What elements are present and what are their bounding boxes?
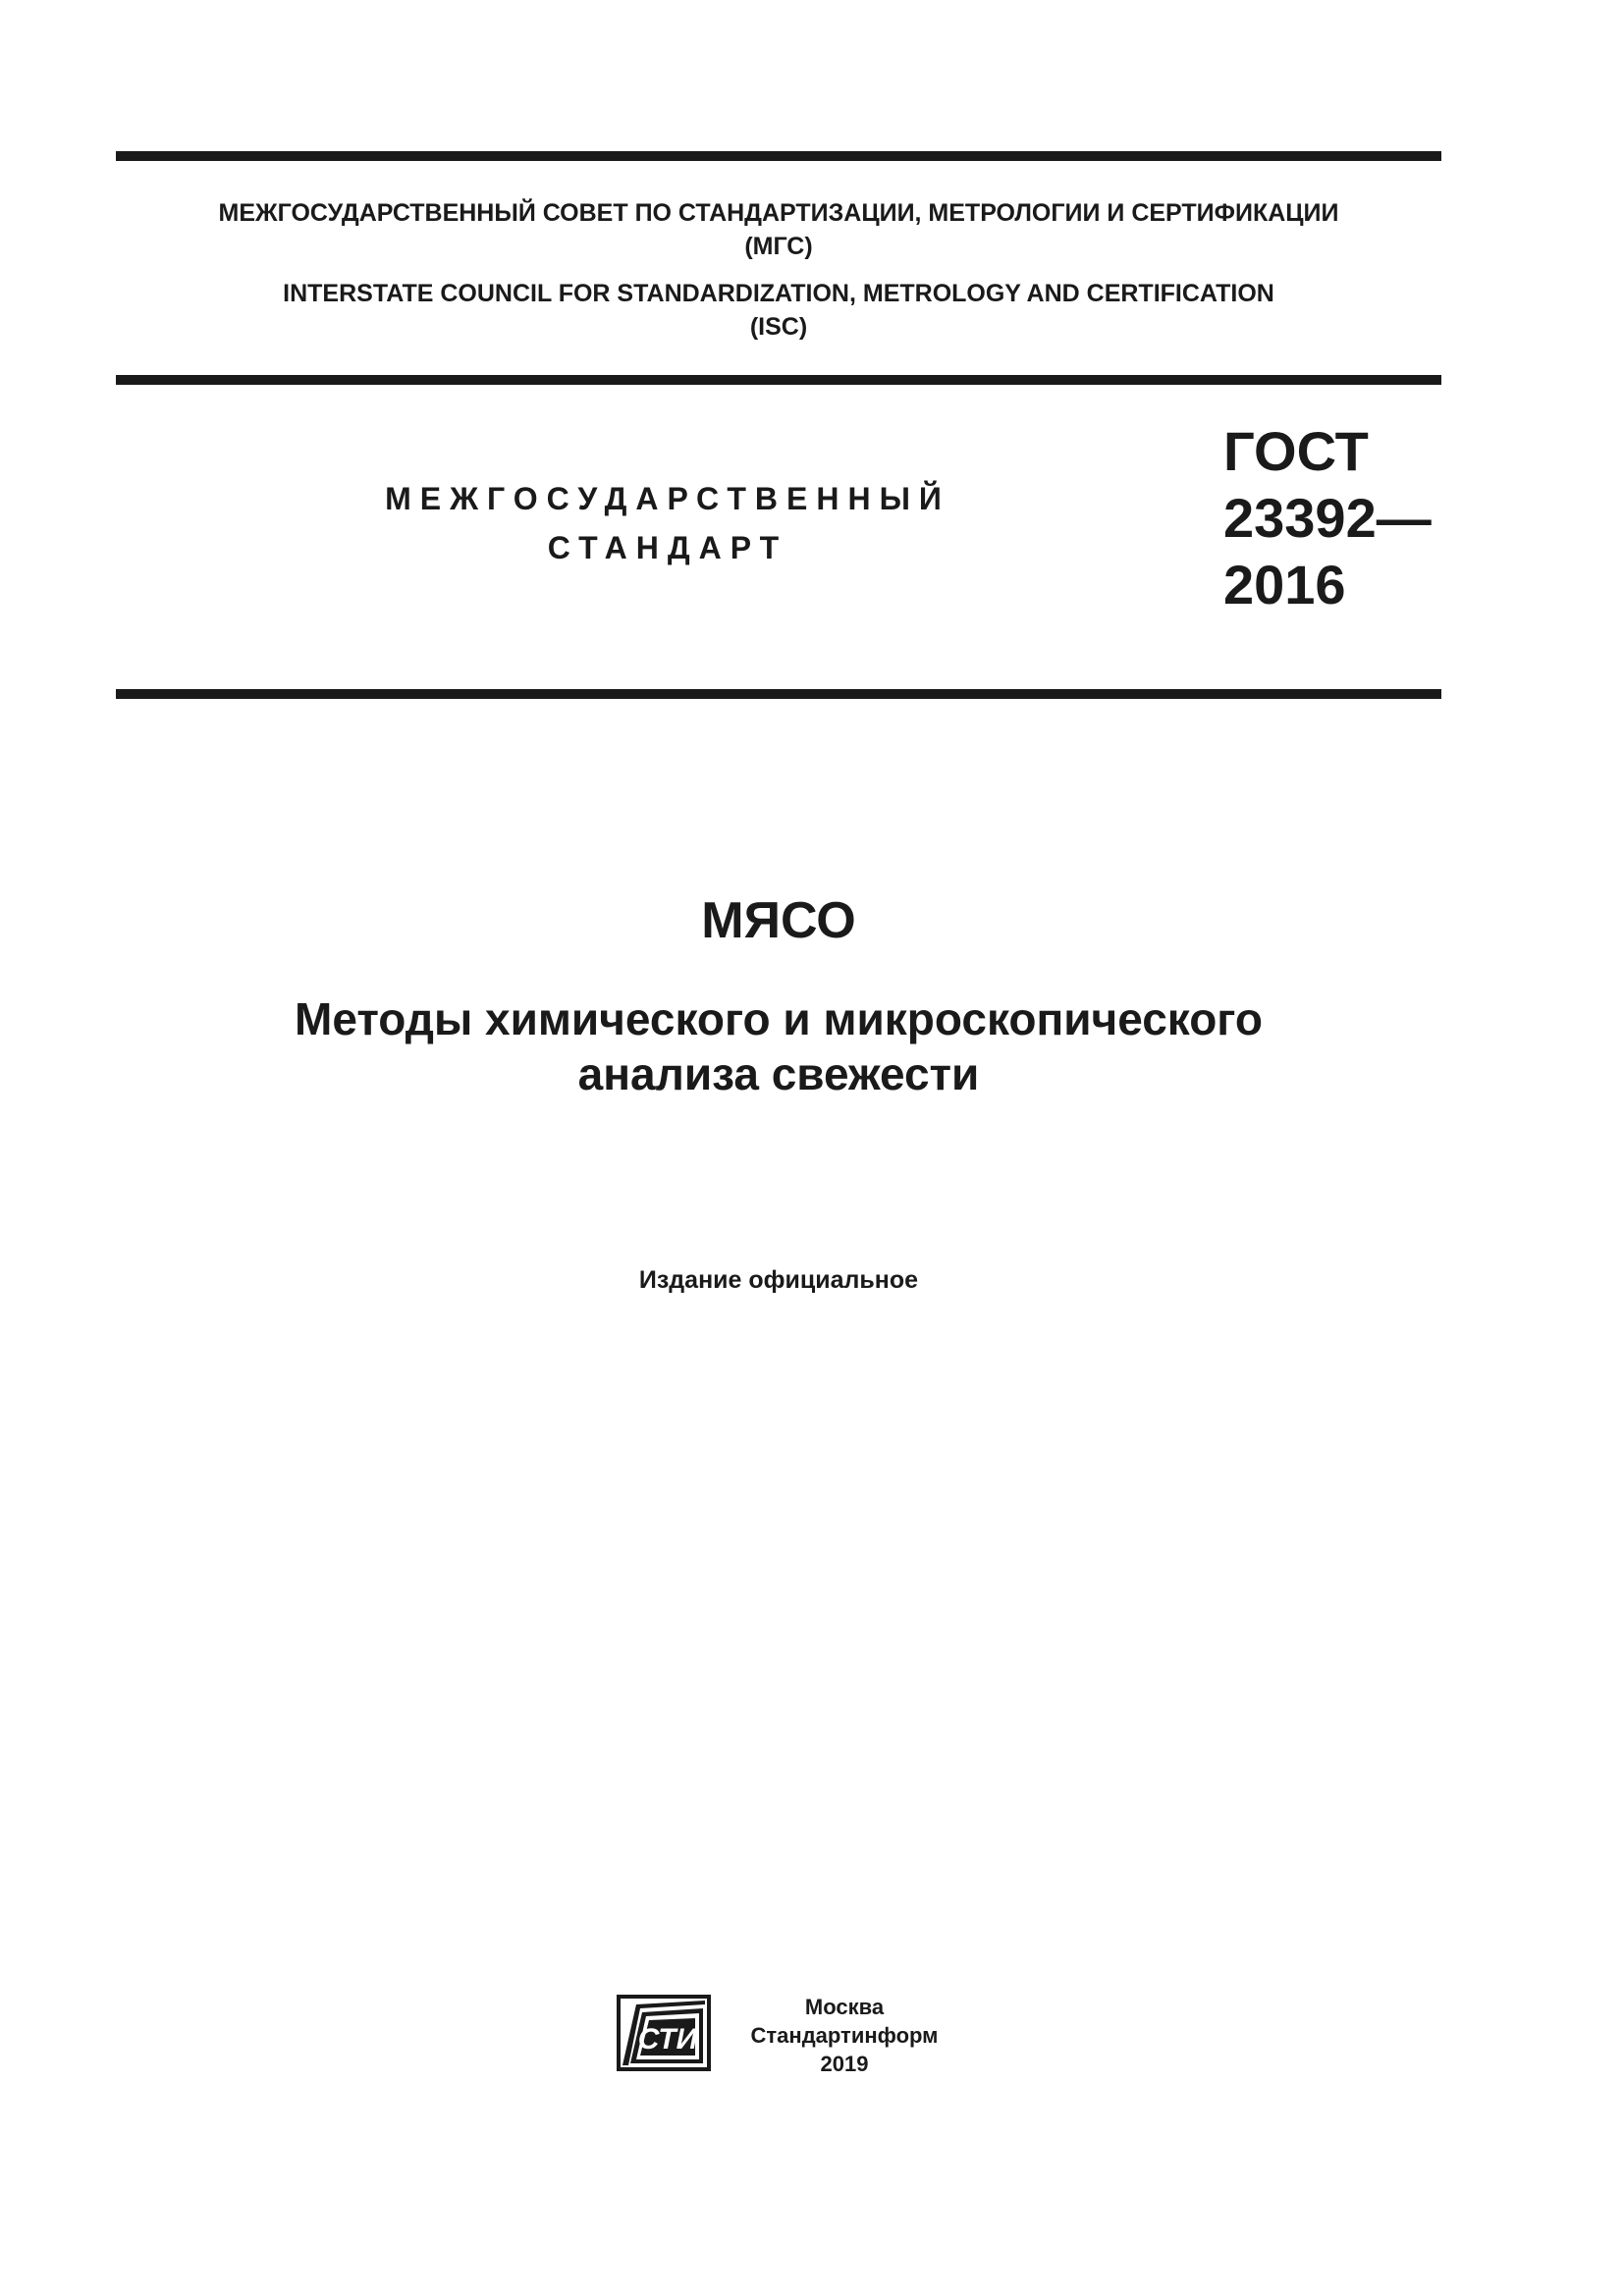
document-subtitle-line-2: анализа свежести — [577, 1048, 980, 1099]
council-name-ru — [116, 196, 1441, 263]
standard-number-year: 2016 — [1223, 554, 1346, 615]
standard-number-prefix: ГОСТ — [1223, 420, 1369, 482]
standard-number-code: 23392— — [1223, 487, 1432, 549]
edition-note: Издание официальное — [638, 1266, 919, 1294]
standard-kind — [353, 474, 982, 572]
document-title: МЯСО — [701, 892, 856, 949]
bottom-rule — [116, 689, 1441, 699]
standard-number — [1223, 418, 1432, 618]
document-subtitle — [116, 991, 1441, 1101]
council-abbr-ru: (МГС) — [744, 233, 813, 260]
standartinform-logo-icon — [617, 1995, 711, 2071]
imprint-city: Москва — [804, 1995, 885, 2019]
imprint-year: 2019 — [820, 2052, 869, 2076]
council-abbr-en: (ISC) — [749, 313, 808, 341]
document-subtitle-line-1: Методы химического и микроскопического — [295, 993, 1263, 1044]
standard-kind-line-2: СТАНДАРТ — [547, 530, 788, 565]
logo-letters: СТИ — [637, 2023, 698, 2056]
middle-rule — [116, 375, 1441, 385]
imprint — [727, 1993, 962, 2078]
imprint-publisher: Стандартинформ — [750, 2023, 939, 2048]
council-name-en-line-1: INTERSTATE COUNCIL FOR STANDARDIZATION, METROLOGY AND CERTIFICATION — [283, 280, 1274, 307]
top-rule — [116, 151, 1441, 161]
council-name-ru-line-1: МЕЖГОСУДАРСТВЕННЫЙ СОВЕТ ПО СТАНДАРТИЗАЦИИ, МЕТРОЛОГИИ И СЕРТИФИКАЦИИ — [218, 199, 1339, 227]
council-name-en — [116, 277, 1441, 344]
standard-kind-line-1: МЕЖГОСУДАРСТВЕННЫЙ — [385, 481, 950, 516]
